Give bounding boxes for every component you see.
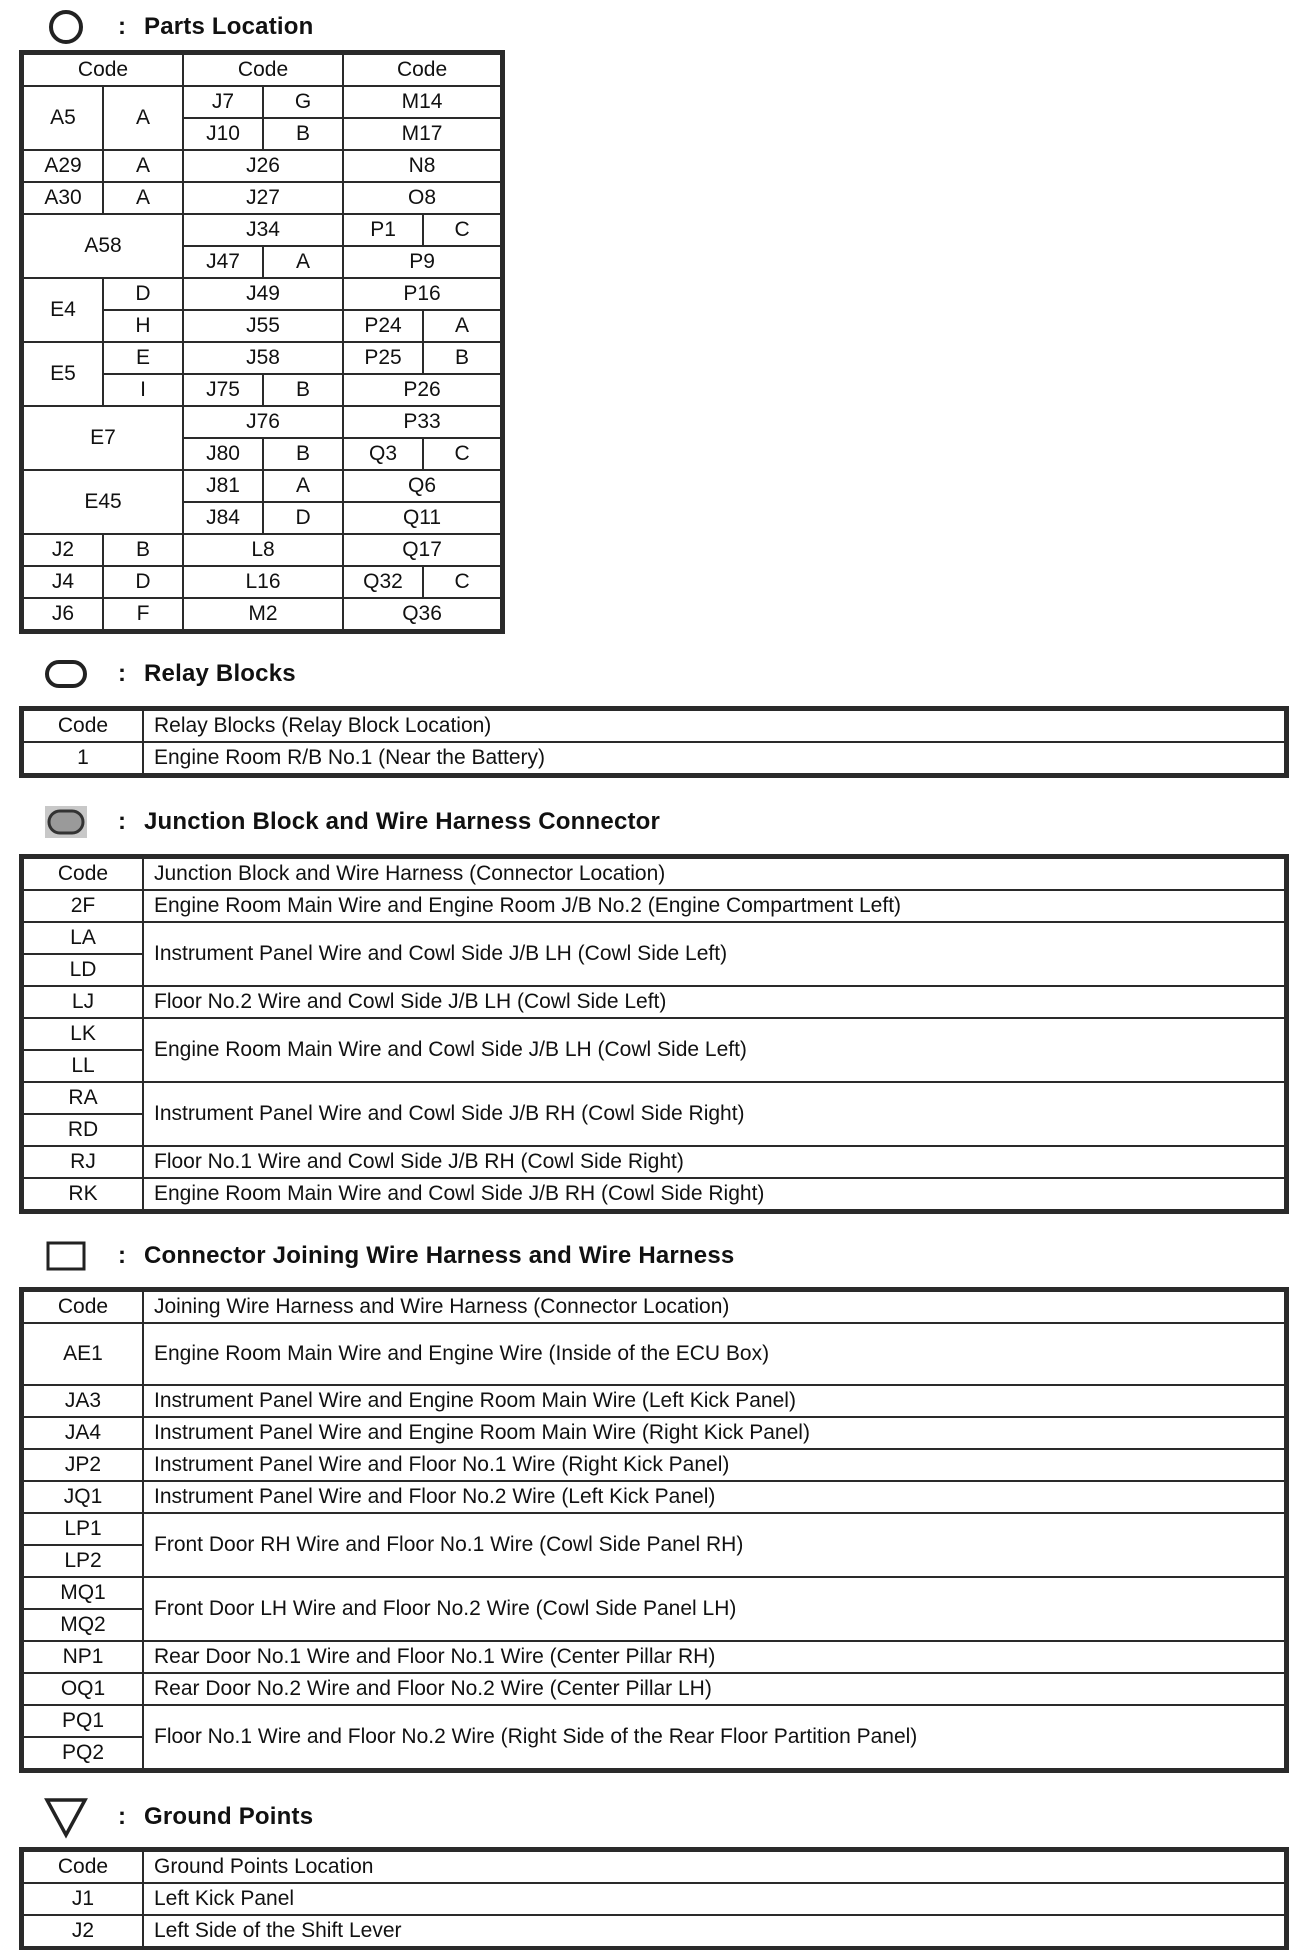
- table-row: [23, 1673, 1285, 1705]
- code-cell: MQ1: [23, 1577, 143, 1609]
- location-cell: A: [263, 470, 343, 502]
- code-cell: P33: [343, 406, 501, 438]
- code-cell: LA: [23, 922, 143, 954]
- table-row: [23, 86, 501, 118]
- table-row: [23, 986, 1285, 1018]
- code-cell: E7: [23, 406, 183, 470]
- junction-block-table: [22, 857, 1286, 1211]
- code-cell: J58: [183, 342, 343, 374]
- code-cell: Q17: [343, 534, 501, 566]
- shaded-rounded-rect-symbol-icon: [40, 800, 92, 844]
- code-cell: J34: [183, 214, 343, 246]
- location-cell: A: [103, 86, 183, 150]
- code-cell: JA3: [23, 1385, 143, 1417]
- code-cell: M17: [343, 118, 501, 150]
- section-title: Connector Joining Wire Harness and Wire Harness: [144, 1242, 735, 1269]
- table-row: [23, 742, 1285, 774]
- code-cell: A5: [23, 86, 103, 150]
- square-symbol-icon: [40, 1234, 92, 1278]
- code-cell: LP2: [23, 1545, 143, 1577]
- table-header-row: [23, 858, 1285, 890]
- code-cell: P26: [343, 374, 501, 406]
- section-title: Ground Points: [144, 1803, 314, 1830]
- location-cell: A: [263, 246, 343, 278]
- code-cell: RJ: [23, 1146, 143, 1178]
- description-header: Relay Blocks (Relay Block Location): [143, 710, 1285, 742]
- code-cell: Q36: [343, 598, 501, 630]
- description-cell: Left Kick Panel: [143, 1883, 1285, 1915]
- code-cell: J6: [23, 598, 103, 630]
- table-row: [23, 1385, 1285, 1417]
- table-row: [23, 1915, 1285, 1947]
- code-header: Code: [23, 1851, 143, 1883]
- table-header-row: [23, 1851, 1285, 1883]
- code-cell: J26: [183, 150, 343, 182]
- table-row: [23, 1883, 1285, 1915]
- location-cell: A: [103, 182, 183, 214]
- code-cell: LD: [23, 954, 143, 986]
- code-header: Code: [23, 858, 143, 890]
- code-cell: J49: [183, 278, 343, 310]
- section-title: Parts Location: [144, 13, 314, 40]
- location-cell: B: [263, 374, 343, 406]
- code-cell: LK: [23, 1018, 143, 1050]
- location-cell: C: [423, 566, 501, 598]
- table-row: [23, 278, 501, 310]
- connector-joining-heading: [40, 1234, 734, 1278]
- ground-points-heading: [40, 1795, 313, 1839]
- table-row: [23, 214, 501, 246]
- description-cell: Instrument Panel Wire and Cowl Side J/B RH (Cowl Side Right): [143, 1082, 1285, 1146]
- triangle-symbol-icon: [40, 1795, 92, 1839]
- description-cell: Instrument Panel Wire and Engine Room Main Wire (Right Kick Panel): [143, 1417, 1285, 1449]
- code-cell: P9: [343, 246, 501, 278]
- description-cell: Instrument Panel Wire and Engine Room Main Wire (Left Kick Panel): [143, 1385, 1285, 1417]
- table-row: [23, 1082, 1285, 1114]
- description-cell: Engine Room R/B No.1 (Near the Battery): [143, 742, 1285, 774]
- description-cell: Floor No.1 Wire and Cowl Side J/B RH (Cowl Side Right): [143, 1146, 1285, 1178]
- code-cell: O8: [343, 182, 501, 214]
- code-cell: E5: [23, 342, 103, 406]
- code-cell: LJ: [23, 986, 143, 1018]
- code-cell: 2F: [23, 890, 143, 922]
- code-cell: JP2: [23, 1449, 143, 1481]
- column-header: Code: [23, 54, 183, 86]
- description-cell: Rear Door No.1 Wire and Floor No.1 Wire (Center Pillar RH): [143, 1641, 1285, 1673]
- heading-colon: :: [118, 1803, 126, 1830]
- table-row: [23, 598, 501, 630]
- code-cell: MQ2: [23, 1609, 143, 1641]
- table-row: [23, 1705, 1285, 1737]
- code-cell: P1: [343, 214, 423, 246]
- table-row: [23, 1146, 1285, 1178]
- relay-blocks-table: [22, 709, 1286, 775]
- rounded-rect-symbol-icon: [40, 652, 92, 696]
- location-cell: G: [263, 86, 343, 118]
- code-cell: J7: [183, 86, 263, 118]
- location-cell: F: [103, 598, 183, 630]
- code-cell: AE1: [23, 1323, 143, 1385]
- heading-colon: :: [118, 1242, 126, 1269]
- heading-colon: :: [118, 13, 126, 40]
- description-cell: Engine Room Main Wire and Engine Room J/B No.2 (Engine Compartment Left): [143, 890, 1285, 922]
- code-cell: LL: [23, 1050, 143, 1082]
- code-cell: JA4: [23, 1417, 143, 1449]
- description-cell: Front Door LH Wire and Floor No.2 Wire (Cowl Side Panel LH): [143, 1577, 1285, 1641]
- ground-points-table: [22, 1850, 1286, 1948]
- section-title: Junction Block and Wire Harness Connector: [144, 808, 661, 835]
- table-row: [23, 1513, 1285, 1545]
- table-header-row: [23, 54, 501, 86]
- location-cell: A: [423, 310, 501, 342]
- description-cell: Engine Room Main Wire and Cowl Side J/B RH (Cowl Side Right): [143, 1178, 1285, 1210]
- table-row: [23, 1641, 1285, 1673]
- description-cell: Instrument Panel Wire and Cowl Side J/B LH (Cowl Side Left): [143, 922, 1285, 986]
- connector-joining-table: [22, 1290, 1286, 1770]
- table-row: [23, 1449, 1285, 1481]
- code-cell: A58: [23, 214, 183, 278]
- table-row: [23, 1018, 1285, 1050]
- code-cell: RD: [23, 1114, 143, 1146]
- code-cell: P25: [343, 342, 423, 374]
- table-row: [23, 150, 501, 182]
- code-cell: J10: [183, 118, 263, 150]
- code-cell: 1: [23, 742, 143, 774]
- junction-block-heading: [40, 800, 660, 844]
- column-header: Code: [183, 54, 343, 86]
- section-title: Relay Blocks: [144, 660, 296, 687]
- table-row: [23, 1481, 1285, 1513]
- description-cell: Front Door RH Wire and Floor No.1 Wire (Cowl Side Panel RH): [143, 1513, 1285, 1577]
- code-cell: J4: [23, 566, 103, 598]
- code-cell: J81: [183, 470, 263, 502]
- code-cell: L8: [183, 534, 343, 566]
- code-cell: PQ1: [23, 1705, 143, 1737]
- code-cell: OQ1: [23, 1673, 143, 1705]
- table-row: [23, 1577, 1285, 1609]
- code-cell: RA: [23, 1082, 143, 1114]
- table-header-row: [23, 710, 1285, 742]
- location-cell: D: [263, 502, 343, 534]
- relay-blocks-heading: [40, 652, 296, 696]
- description-cell: Floor No.1 Wire and Floor No.2 Wire (Right Side of the Rear Floor Partition Panel): [143, 1705, 1285, 1769]
- code-cell: A29: [23, 150, 103, 182]
- code-cell: L16: [183, 566, 343, 598]
- column-header: Code: [343, 54, 501, 86]
- code-cell: P24: [343, 310, 423, 342]
- code-cell: P16: [343, 278, 501, 310]
- description-cell: Left Side of the Shift Lever: [143, 1915, 1285, 1947]
- code-cell: Q32: [343, 566, 423, 598]
- code-cell: J2: [23, 1915, 143, 1947]
- description-header: Ground Points Location: [143, 1851, 1285, 1883]
- code-cell: PQ2: [23, 1737, 143, 1769]
- table-row: [23, 922, 1285, 954]
- location-cell: D: [103, 566, 183, 598]
- location-cell: I: [103, 374, 183, 406]
- code-cell: J47: [183, 246, 263, 278]
- code-cell: Q11: [343, 502, 501, 534]
- code-cell: JQ1: [23, 1481, 143, 1513]
- code-cell: M2: [183, 598, 343, 630]
- code-cell: J76: [183, 406, 343, 438]
- parts-location-table: [22, 53, 502, 631]
- location-cell: B: [263, 118, 343, 150]
- heading-colon: :: [118, 808, 126, 835]
- table-row: [23, 890, 1285, 922]
- description-header: Junction Block and Wire Harness (Connector Location): [143, 858, 1285, 890]
- table-row: [23, 566, 501, 598]
- code-cell: E4: [23, 278, 103, 342]
- location-cell: B: [103, 534, 183, 566]
- table-header-row: [23, 1291, 1285, 1323]
- description-header: Joining Wire Harness and Wire Harness (Connector Location): [143, 1291, 1285, 1323]
- table-row: [23, 342, 501, 374]
- location-cell: H: [103, 310, 183, 342]
- parts-location-heading: [40, 5, 314, 49]
- code-cell: J75: [183, 374, 263, 406]
- code-cell: J84: [183, 502, 263, 534]
- circle-symbol-icon: [40, 5, 92, 49]
- table-row: [23, 1417, 1285, 1449]
- description-cell: Instrument Panel Wire and Floor No.1 Wire (Right Kick Panel): [143, 1449, 1285, 1481]
- description-cell: Engine Room Main Wire and Cowl Side J/B LH (Cowl Side Left): [143, 1018, 1285, 1082]
- code-header: Code: [23, 1291, 143, 1323]
- table-row: [23, 182, 501, 214]
- location-cell: C: [423, 438, 501, 470]
- description-cell: Instrument Panel Wire and Floor No.2 Wire (Left Kick Panel): [143, 1481, 1285, 1513]
- location-cell: A: [103, 150, 183, 182]
- code-cell: Q6: [343, 470, 501, 502]
- location-cell: D: [103, 278, 183, 310]
- table-row: [23, 534, 501, 566]
- code-cell: J80: [183, 438, 263, 470]
- location-cell: E: [103, 342, 183, 374]
- code-header: Code: [23, 710, 143, 742]
- code-cell: LP1: [23, 1513, 143, 1545]
- code-cell: J1: [23, 1883, 143, 1915]
- code-cell: Q3: [343, 438, 423, 470]
- description-cell: Rear Door No.2 Wire and Floor No.2 Wire (Center Pillar LH): [143, 1673, 1285, 1705]
- description-cell: Floor No.2 Wire and Cowl Side J/B LH (Cowl Side Left): [143, 986, 1285, 1018]
- code-cell: J2: [23, 534, 103, 566]
- code-cell: J55: [183, 310, 343, 342]
- code-cell: A30: [23, 182, 103, 214]
- table-row: [23, 406, 501, 438]
- table-row: [23, 470, 501, 502]
- code-cell: NP1: [23, 1641, 143, 1673]
- description-cell: Engine Room Main Wire and Engine Wire (Inside of the ECU Box): [143, 1323, 1285, 1385]
- heading-colon: :: [118, 660, 126, 687]
- location-cell: C: [423, 214, 501, 246]
- location-cell: B: [263, 438, 343, 470]
- code-cell: RK: [23, 1178, 143, 1210]
- code-cell: J27: [183, 182, 343, 214]
- code-cell: N8: [343, 150, 501, 182]
- table-row: [23, 1178, 1285, 1210]
- location-cell: B: [423, 342, 501, 374]
- code-cell: M14: [343, 86, 501, 118]
- table-row: [23, 1323, 1285, 1385]
- code-cell: E45: [23, 470, 183, 534]
